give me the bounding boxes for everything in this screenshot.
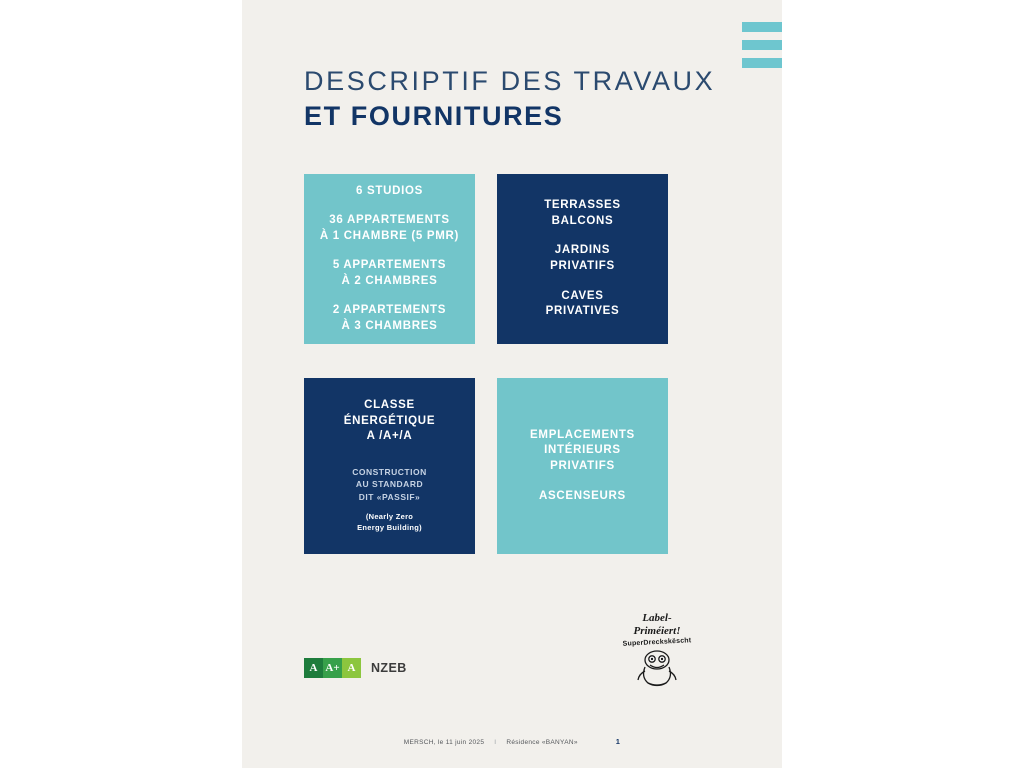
chevron-stripe-icon xyxy=(742,58,782,68)
feature-boxes-row-1 xyxy=(304,174,744,344)
units-group-3 xyxy=(333,258,446,289)
badge-letter-a: A xyxy=(304,658,323,678)
energy-class-value: A /A+/A xyxy=(366,430,413,443)
outdoor-line: PRIVATIFS xyxy=(550,260,615,272)
parking-box xyxy=(497,378,668,554)
energy-standard-group xyxy=(352,466,426,503)
parking-line: PRIVATIFS xyxy=(550,460,615,472)
badge-letter-a-plus: A+ xyxy=(323,658,342,678)
outdoor-line: TERRASSES xyxy=(544,199,621,212)
elevator-line: ASCENSEURS xyxy=(539,489,626,502)
footer-date: MERSCH, le 11 juin 2025 xyxy=(403,739,485,746)
units-box xyxy=(304,174,475,344)
footer-project: Résidence «BANYAN» xyxy=(506,739,578,746)
units-group-4 xyxy=(333,303,446,334)
footer xyxy=(242,737,782,746)
energy-note-group xyxy=(357,512,422,534)
units-line: À 2 CHAMBRES xyxy=(341,274,438,287)
units-line: 36 APPARTEMENTS xyxy=(329,214,450,227)
units-group-1 xyxy=(356,184,423,200)
outdoor-line: JARDINS xyxy=(554,244,611,257)
footer-separator: I xyxy=(494,739,497,746)
page-title-line-1: DESCRIPTIF DES TRAVAUX xyxy=(304,66,716,96)
energy-class-line: ÉNERGÉTIQUE xyxy=(343,414,436,427)
page-title-line-2: ET FOURNITURES xyxy=(304,101,564,132)
superdreckskescht-stamp xyxy=(614,612,700,689)
units-group-2 xyxy=(320,213,459,244)
document-page xyxy=(242,0,782,768)
units-line: 2 APPARTEMENTS xyxy=(332,304,447,317)
units-line: À 3 CHAMBRES xyxy=(341,319,438,332)
energy-standard-line: DIT «PASSIF» xyxy=(358,491,421,502)
nzeb-label: NZEB xyxy=(371,661,407,675)
energy-standard-line: CONSTRUCTION xyxy=(352,466,427,477)
outdoor-line: BALCONS xyxy=(551,214,614,227)
outdoor-box xyxy=(497,174,668,344)
units-line: 5 APPARTEMENTS xyxy=(332,259,447,272)
outdoor-line: CAVES xyxy=(561,289,604,302)
feature-boxes-grid xyxy=(304,174,744,588)
nzeb-logo xyxy=(304,658,407,678)
energy-class-line: CLASSE xyxy=(364,399,415,412)
units-line: 6 STUDIOS xyxy=(355,184,423,197)
outdoor-group-2 xyxy=(550,243,615,274)
parking-group-1 xyxy=(530,428,635,475)
stamp-line-2: Priméiert! xyxy=(633,624,681,637)
page-number: 1 xyxy=(615,737,621,746)
feature-boxes-row-2 xyxy=(304,378,744,554)
stamp-arc-text: SuperDreckskëscht xyxy=(622,637,692,649)
chevron-stripe-icon xyxy=(742,22,782,32)
parking-group-2 xyxy=(539,489,626,505)
outdoor-group-3 xyxy=(546,289,620,320)
energy-note-line: (Nearly Zero xyxy=(365,511,414,521)
units-line: À 1 CHAMBRE (5 PMR) xyxy=(319,229,460,242)
energy-class-box xyxy=(304,378,475,554)
energy-note-line: Energy Building) xyxy=(357,522,422,532)
stamp-line-1: Label- xyxy=(642,612,672,624)
parking-line: EMPLACEMENTS xyxy=(530,428,635,441)
chevron-stripe-icon xyxy=(742,40,782,50)
energy-class-group xyxy=(344,398,435,445)
outdoor-line: PRIVATIVES xyxy=(545,305,620,318)
badge-letter-a-2: A xyxy=(342,658,361,678)
energy-class-badge-icon xyxy=(304,658,361,678)
energy-standard-line: AU STANDARD xyxy=(355,479,424,490)
outdoor-group-1 xyxy=(544,198,621,229)
page-title xyxy=(304,66,734,133)
parking-line: INTÉRIEURS xyxy=(544,444,621,457)
stamp-mascot-icon xyxy=(614,647,700,689)
